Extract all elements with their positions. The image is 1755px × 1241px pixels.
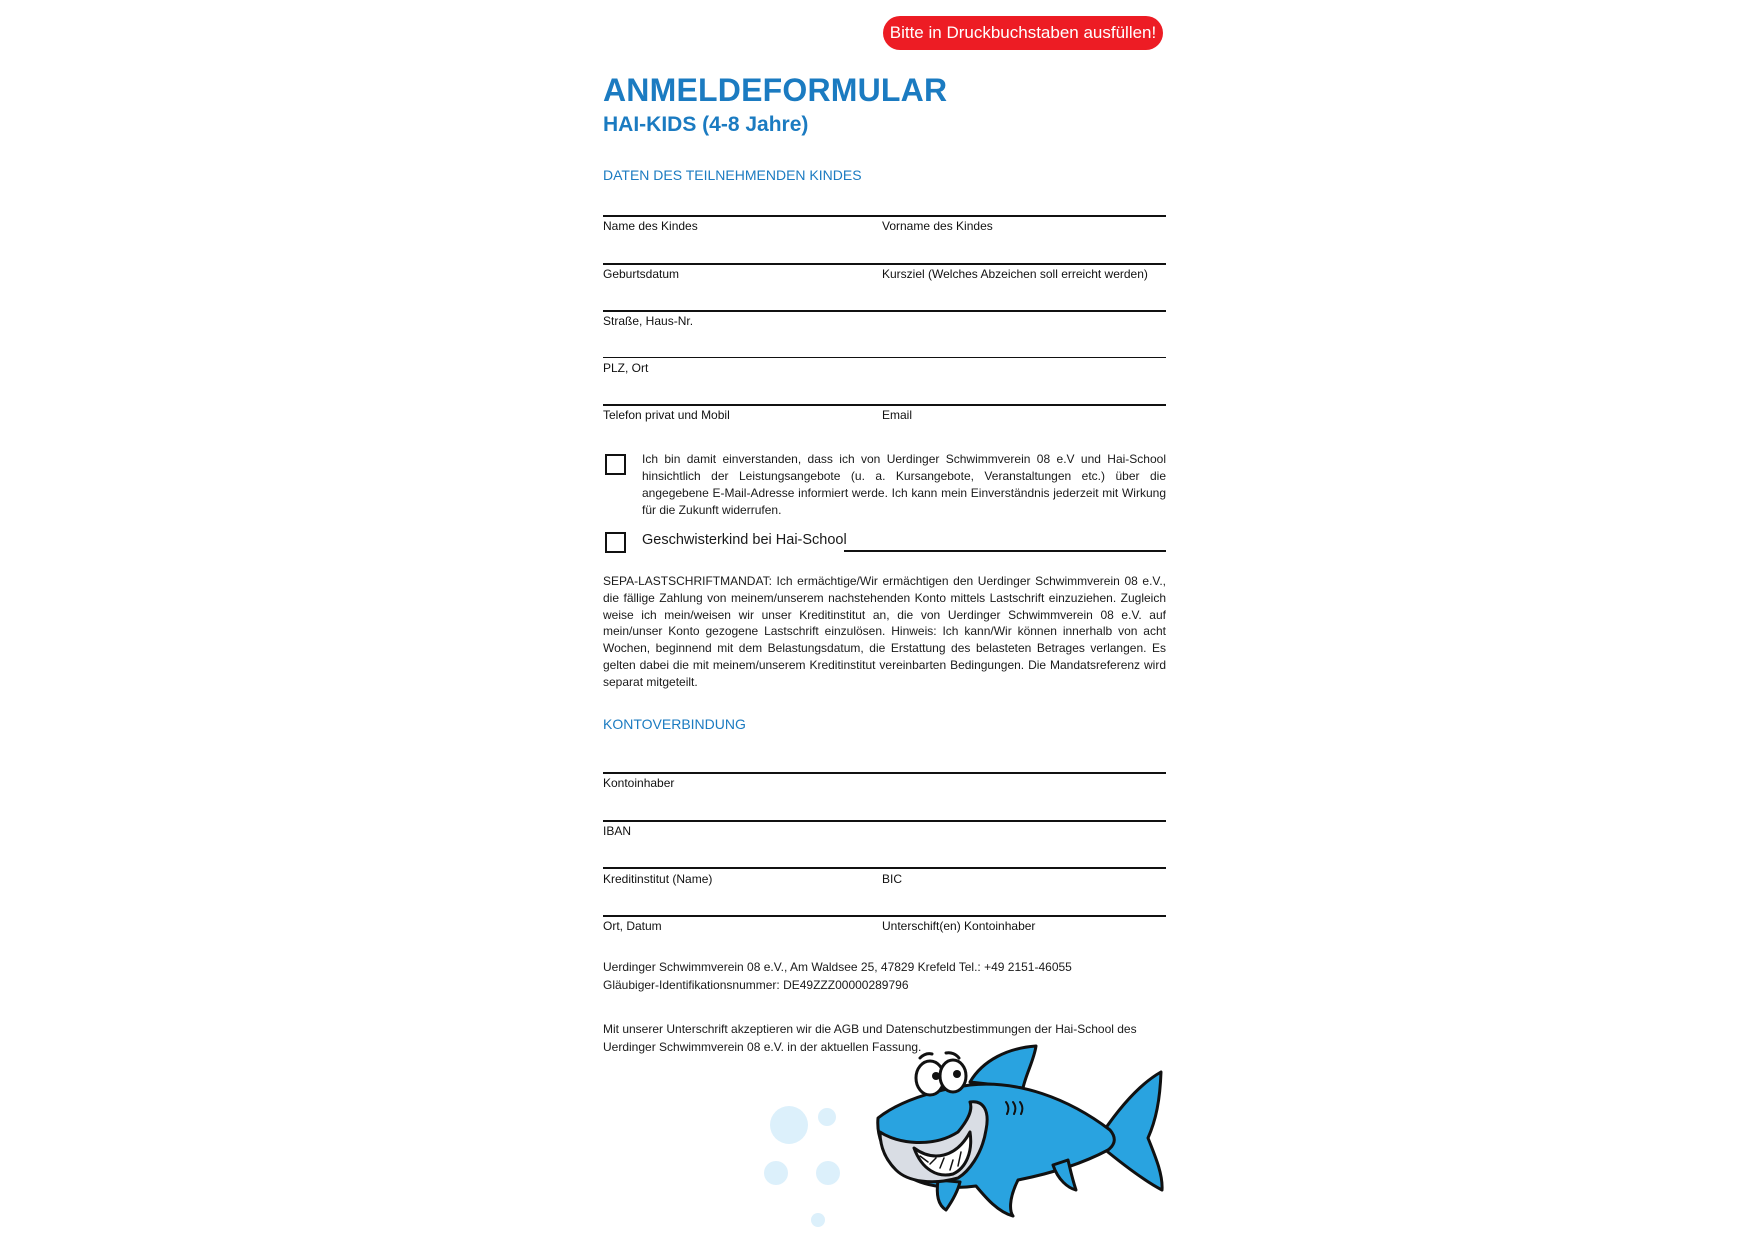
course-goal-label: Kursziel (Welches Abzeichen soll erreicht werden): [882, 267, 1148, 281]
sibling-name-line[interactable]: [844, 550, 1166, 552]
child-name-line[interactable]: [603, 215, 1166, 217]
sepa-mandate-text: SEPA-LASTSCHRIFTMANDAT: Ich ermächtige/Wir ermächtigen den Uerdinger Schwimmverein 08 e.V., die fällige Zahlung von meinem/unserem nachstehenden Konto mittels Lastschrift einzuziehen. Zugleich weise ich mein/weisen wir unser Kreditinstitut an, die von Uerdinger Schwimmverein 08 e.V. auf mein/unser Konto gezogene Lastschrift einzulösen. Hinweis: Ich kann/Wir können innerhalb von acht Wochen, beginnend mit dem Belastungsdatum, die Erstattung des belasteten Betrages verlangen. Es gelten dabei die mit meinem/unserem Kreditinstitut vereinbarten Bedingungen. Die Mandatsreferenz wird separat mitgeteilt.: [603, 574, 1166, 689]
sibling-label: Geschwisterkind bei Hai-School: [642, 532, 847, 548]
club-address: Uerdinger Schwimmverein 08 e.V., Am Waldsee 25, 47829 Krefeld Tel.: +49 2151-46055: [603, 960, 1072, 974]
birthdate-label: Geburtsdatum: [603, 267, 680, 281]
bubble-icon: [811, 1213, 825, 1227]
sibling-checkbox[interactable]: [605, 532, 626, 553]
iban-line[interactable]: [603, 820, 1166, 822]
bubble-icon: [764, 1161, 788, 1185]
signature-line[interactable]: [603, 915, 1166, 917]
creditor-id: Gläubiger-Identifikationsnummer: DE49ZZZ00000289796: [603, 978, 909, 992]
birthdate-line[interactable]: [603, 263, 1166, 265]
street-label: Straße, Haus-Nr.: [603, 314, 694, 328]
agreement-text: Mit unserer Unterschrift akzeptieren wir die AGB und Datenschutzbestimmungen der Hai-School des Uerdinger Schwimmverein 08 e.V. in der aktuellen Fassung.: [603, 1022, 1137, 1054]
phone-email-line[interactable]: [603, 404, 1166, 406]
bubble-icon: [770, 1106, 808, 1144]
zip-city-label: PLZ, Ort: [603, 361, 649, 375]
bic-label: BIC: [882, 872, 903, 886]
form-title: ANMELDEFORMULAR: [603, 72, 948, 108]
iban-label: IBAN: [603, 824, 632, 838]
bank-bic-line[interactable]: [603, 867, 1166, 869]
child-name-label: Name des Kindes: [603, 219, 698, 233]
bubbles-illustration: [760, 1095, 860, 1241]
bank-name-label: Kreditinstitut (Name): [603, 872, 713, 886]
print-letters-notice-badge: Bitte in Druckbuchstaben ausfüllen!: [883, 16, 1163, 50]
bank-section-heading: KONTOVERBINDUNG: [603, 716, 746, 732]
place-date-label: Ort, Datum: [603, 919, 662, 933]
shark-mascot-icon: [858, 1040, 1168, 1220]
child-first-name-label: Vorname des Kindes: [882, 219, 993, 233]
email-label: Email: [882, 408, 913, 422]
child-section-heading: DATEN DES TEILNEHMENDEN KINDES: [603, 167, 862, 183]
bubble-icon: [818, 1108, 836, 1126]
phone-label: Telefon privat und Mobil: [603, 408, 730, 422]
account-holder-label: Kontoinhaber: [603, 776, 675, 790]
signature-label: Unterschift(en) Kontoinhaber: [882, 919, 1036, 933]
email-consent-text: Ich bin damit einverstanden, dass ich von Uerdinger Schwimmverein 08 e.V und Hai-School hinsichtlich der Leistungsangebote (u. a. Kursangebote, Veranstaltungen etc.) über die angegebene E-Mail-Adresse informiert werde. Ich kann mein Einverständnis jederzeit mit Wirkung für die Zukunft widerrufen.: [642, 452, 1166, 517]
street-line[interactable]: [603, 310, 1166, 312]
email-consent-checkbox[interactable]: [605, 454, 626, 475]
bubble-icon: [816, 1161, 840, 1185]
account-holder-line[interactable]: [603, 772, 1166, 774]
zip-city-line[interactable]: [603, 357, 1166, 358]
form-subtitle: HAI-KIDS (4-8 Jahre): [603, 113, 809, 136]
